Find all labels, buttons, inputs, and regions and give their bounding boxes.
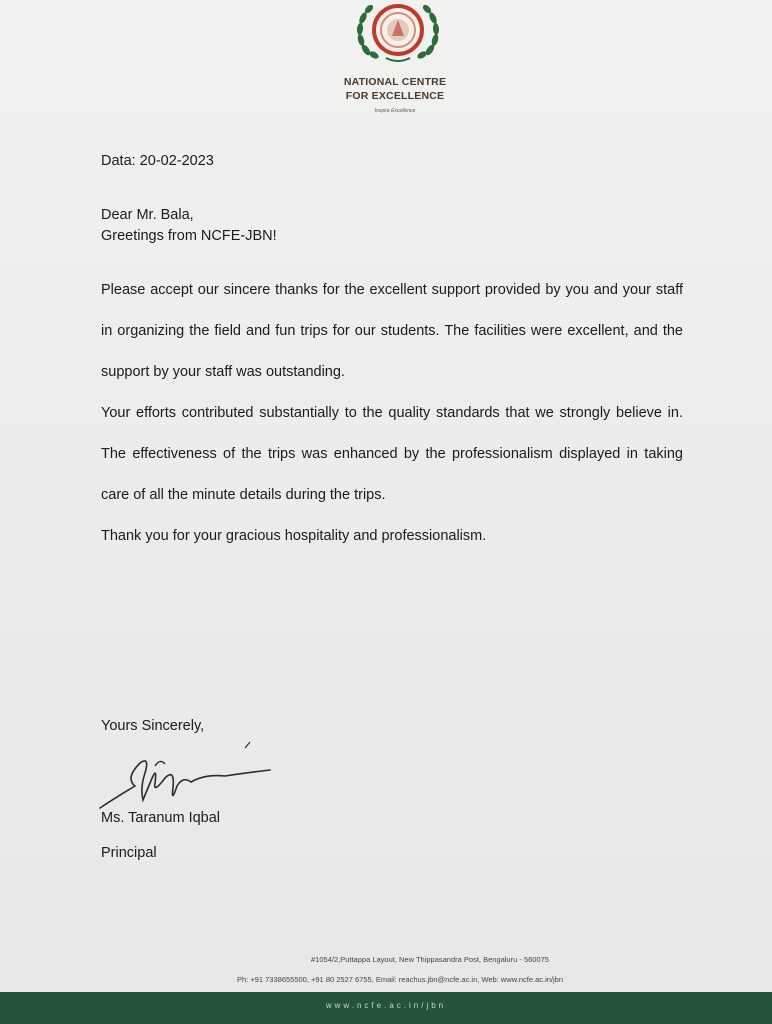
org-name: [300, 75, 490, 103]
greeting: Greetings from NCFE-JBN!: [101, 228, 277, 244]
org-name-line2: FOR EXCELLENCE: [345, 90, 445, 102]
closing: Yours Sincerely,: [101, 718, 205, 734]
paragraph-1: Please accept our sincere thanks for the excellent support provided by you and your staff in organizing the field and fun trips for our students. The facilities were excellent, and the support by your staff was outstanding.: [101, 282, 683, 380]
paragraph-3: Thank you for your gracious hospitality and professionalism.: [101, 528, 487, 544]
footer-contact: Ph: +91 7338655500, +91 80 2527 6755, Email: reachus.jbn@ncfe.ac.in, Web: www.ncfe.ac.in/jbn: [236, 975, 564, 984]
org-name-line1: NATIONAL CENTRE: [343, 76, 447, 88]
paragraph-2: Your efforts contributed substantially to the quality standards that we strongly believe in. The effectiveness of the trips was enhanced by the professionalism displayed in taking care of all the minute details during the trips.: [101, 405, 683, 503]
salutation: Dear Mr. Bala,: [101, 207, 194, 223]
letter-date: Data: 20-02-2023: [101, 153, 214, 169]
signer-name: Ms. Taranum Iqbal: [101, 810, 221, 826]
salutation-block: [101, 205, 277, 247]
footer-website: www.ncfe.ac.in/jbn: [325, 1001, 447, 1010]
footer-address: #1054/2,Puttappa Layout, New Thippasandra Post, Bengaluru - 560075: [311, 955, 549, 964]
letter-body: [101, 270, 683, 557]
org-tagline: Inspire Excellence: [374, 108, 416, 114]
handwritten-signature: [95, 738, 295, 818]
signer-title: Principal: [101, 845, 157, 861]
ncfe-logo: [350, 0, 446, 68]
